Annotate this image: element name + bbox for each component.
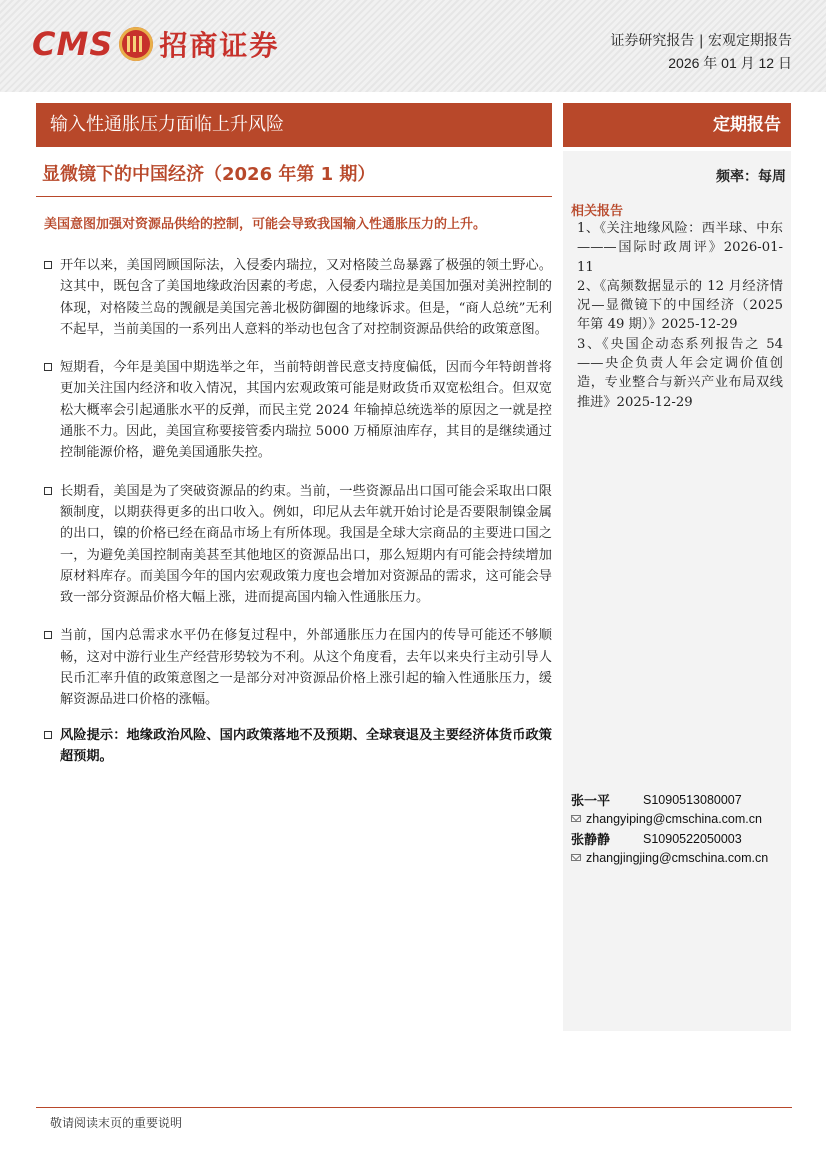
analyst-email[interactable]: zhangyiping@cmschina.com.cn <box>586 811 762 826</box>
analyst-contacts <box>571 790 786 868</box>
related-report-item: 1、《关注地缘风险：西半球、中东———国际时政周评》2026-01-11 <box>577 221 783 275</box>
analyst-email-row <box>571 848 786 867</box>
risk-warning <box>44 725 552 768</box>
square-bullet-icon <box>44 487 52 495</box>
summary-text: 美国意图加强对资源品供给的控制，可能会导致我国输入性通胀压力的上升。 <box>44 217 487 232</box>
title-divider <box>36 196 552 197</box>
square-bullet-icon <box>44 631 52 639</box>
square-bullet-icon <box>44 731 52 739</box>
analyst-email[interactable]: zhangjingjing@cmschina.com.cn <box>586 850 769 865</box>
footer-disclaimer: 敬请阅读末页的重要说明 <box>50 1116 183 1130</box>
related-report-item: 3、《央国企动态系列报告之 54——央企负责人年会定调价值创造，专业整合与新兴产业布局双线推进》2025-12-29 <box>577 336 783 410</box>
body-paragraph <box>44 481 552 609</box>
analyst-email-row <box>571 809 786 828</box>
analyst-name: 张一平 <box>571 794 611 809</box>
report-type: 证券研究报告 | 宏观定期报告 <box>610 33 792 49</box>
envelope-icon <box>571 854 581 861</box>
square-bullet-icon <box>44 261 52 269</box>
related-reports-title: 相关报告 <box>571 204 624 219</box>
paragraph-text: 短期看，今年是美国中期选举之年，当前特朗普民意支持度偏低，因而今年特朗普将更加关注国内经济和收入情况，其国内宏观政策可能是财政货币双宽松组合。但双宽松大概率会引起通胀水平的反弹，而民主党 2024 年输掉总统选举的原因之一就是控通胀不力。因此，美国宣称要接管委内瑞拉 5000 万桶原油库存，其目的是继续通过控制能源价格，避免美国通胀失控。 <box>60 360 552 461</box>
body-paragraphs <box>44 255 552 784</box>
square-bullet-icon <box>44 363 52 371</box>
risk-text: 风险提示：地缘政治风险、国内政策落地不及预期、全球衰退及主要经济体货币政策超预期。 <box>60 727 552 764</box>
envelope-icon <box>571 815 581 822</box>
report-category-tag: 定期报告 <box>563 103 791 147</box>
body-paragraph <box>44 255 552 340</box>
logo-text: CMS <box>32 25 114 63</box>
analyst-license-id: S1090513080007 <box>643 792 742 807</box>
footer-divider <box>36 1107 792 1108</box>
analyst-license-id: S1090522050003 <box>643 831 742 846</box>
report-date: 2026 年 01 月 12 日 <box>668 55 792 71</box>
body-paragraph <box>44 357 552 463</box>
company-logo <box>32 22 279 66</box>
paragraph-text: 当前，国内总需求水平仍在修复过程中，外部通胀压力在国内的传导可能还不够顺畅，这对中游行业生产经营形势较为不利。从这个角度看，去年以来央行主动引导人民币汇率升值的政策意图之一是部分对冲资源品价格上涨引起的输入性通胀压力，缓解资源品进口价格的涨幅。 <box>60 628 552 708</box>
header-meta <box>610 30 792 74</box>
frequency-label: 频率：每周 <box>716 169 786 185</box>
report-title: 显微镜下的中国经济（2026 年第 1 期） <box>42 164 376 185</box>
related-reports-list <box>577 219 783 412</box>
body-paragraph <box>44 625 552 710</box>
paragraph-text: 开年以来，美国罔顾国际法，入侵委内瑞拉，又对格陵兰岛暴露了极强的领土野心。这其中，既包含了美国地缘政治因素的考虑，入侵委内瑞拉是美国加强对美洲控制的体现，对格陵兰岛的觊觎是美国完善北极防御圈的地缘诉求。但是，“商人总统”无利不起早，当前美国的一系列出人意料的举动也包含了对控制资源品供给的政策意图。 <box>60 258 552 337</box>
paragraph-text: 长期看，美国是为了突破资源品的约束。当前，一些资源品出口国可能会采取出口限额制度，以期获得更多的出口收入。例如，印尼从去年就开始讨论是否要限制镍金属的出口，镍的价格已经在商品市场上有所体现。我国是全球大宗商品的主要进口国之一，为避免美国控制南美甚至其他地区的资源品出口，那么短期内有可能会持续增加原材料库存。而美国今年的国内宏观政策力度也会增加对资源品的需求，这可能会导致一部分资源品价格大幅上涨，进而提高国内输入性通胀压力。 <box>60 483 552 606</box>
logo-emblem-icon <box>119 27 153 61</box>
analyst-name: 张静静 <box>571 833 611 848</box>
analyst-row <box>571 829 786 848</box>
related-report-item: 2、《高频数据显示的 12 月经济情况—显微镜下的中国经济（2025 年第 49 期）》2025-12-29 <box>577 278 783 333</box>
headline-bar: 输入性通胀压力面临上升风险 <box>36 103 552 147</box>
analyst-row <box>571 790 786 809</box>
logo-chinese-name: 招商证券 <box>159 29 280 62</box>
